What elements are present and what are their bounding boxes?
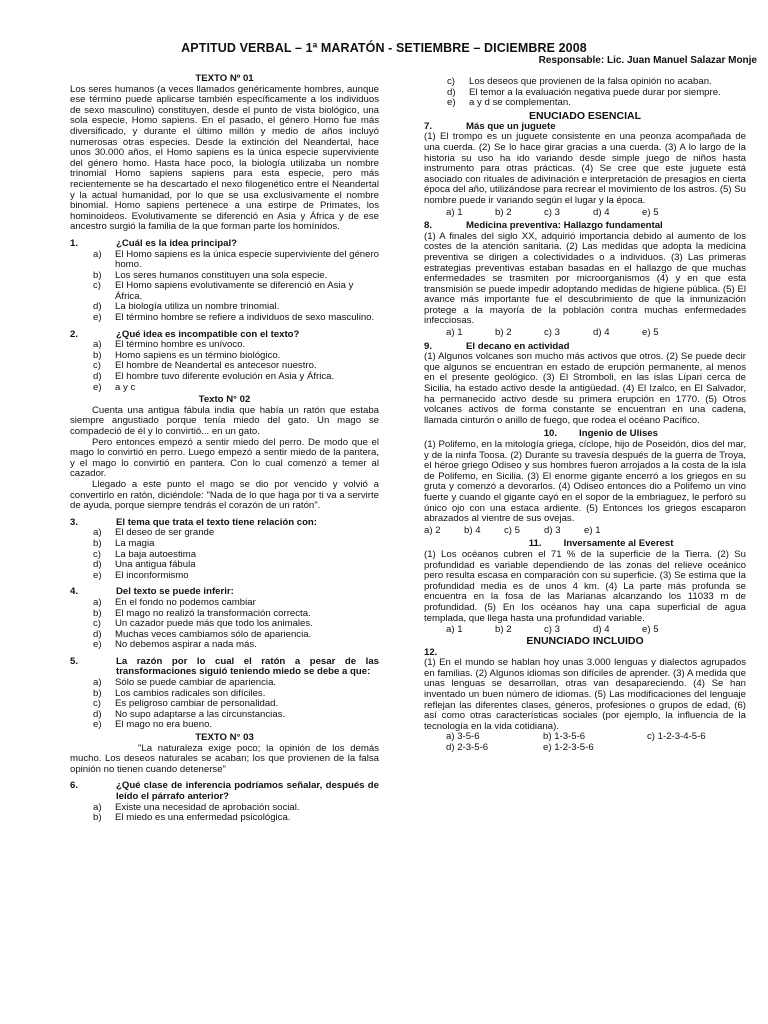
question-12-answers — [424, 732, 746, 753]
answer-option: e) 1-2-3-5-6 — [543, 742, 594, 754]
option-text: No supo adaptarse a las circunstancias. — [115, 708, 286, 720]
option-letter: b) — [93, 537, 102, 549]
q6-options-continued — [424, 77, 746, 109]
option-text: La biología utiliza un nombre trinomial. — [115, 301, 280, 313]
option — [70, 640, 379, 651]
option-letter: e) — [447, 97, 456, 109]
option-text: El hombre tuvo diferente evolución en Asia y África. — [115, 371, 335, 383]
question-11-body: (1) Los océanos cubren el 71 % de la superficie de la Tierra. (2) Su profundidad es variable dependiendo de las zonas del relieve oceánico pero resulta escasa en comparación con su superficie. (3) Se estima que la profundidad media es de unos 4 km. (4) La parte más profunda se encuentra en la fosa de las Marianas alcanzando los 11033 m de profundidad. (5) En los océanos hay una capa superficial de agua templada, que llega hasta una profundidad variable. — [424, 548, 746, 624]
question-10-answers — [424, 526, 746, 537]
option-letter: b) — [93, 349, 102, 361]
option-text: a y c — [115, 381, 136, 393]
question-number: 9. — [424, 340, 433, 352]
option-letter: c) — [447, 76, 455, 87]
option — [70, 281, 379, 302]
option-text: Muchas veces cambiamos sólo de apariencia. — [115, 628, 312, 640]
answer-option: c) 5 — [504, 524, 520, 536]
question-7-body: (1) El trompo es un juguete consistente en una peonza acompañada de una cuerda. (2) Se lo hace girar gracias a una cuerda. (3) A lo largo de la historia su uso ha ido variando desde simple juego de niños hasta instrumento para otras prácticas. (4) Se cree que este juguete está asociado con rituales de adivinación e interpretación de presagios en cierta época del año, utilizándose para recrear el movimiento de los astros. (5) Su nombre puede ir variando según el lugar y la época. — [424, 131, 746, 206]
option-letter: c) — [93, 698, 101, 710]
option-text: No debemos aspirar a nada más. — [115, 639, 257, 651]
q6-options — [70, 803, 379, 824]
option-letter: b) — [93, 269, 102, 281]
question-title: Ingenio de Ulises — [579, 428, 658, 440]
option-text: El temor a la evaluación negativa puede durar por siempre. — [469, 86, 721, 98]
option-letter: b) — [93, 607, 102, 619]
question-9-body: (1) Algunos volcanes son mucho más activos que otros. (2) Se puede decir que algunos se encuentran en estado de erupción permanente, al menos en el presente geológico. (3) El Stromboli, en las islas Lípari cerca de Sicilia, ha estado activo desde la antigüedad. (4) El Izalco, en El Salvador, ha permanecido activo desde su primera erupción en 1770. (5) Otros volcanes activos de forma constante se encuentran en una cadena, llamada cinturón o anillo de fuego, que rodea el océano Pacífico. — [424, 351, 746, 426]
option — [70, 720, 379, 731]
option-letter: d) — [447, 86, 456, 98]
option-letter: a) — [93, 248, 102, 260]
answer-option: b) 2 — [495, 206, 512, 218]
question-number: 5. — [70, 655, 79, 667]
question-title: Más que un juguete — [466, 120, 556, 132]
answer-option: a) 2 — [424, 524, 441, 536]
option-letter: c) — [93, 548, 101, 560]
answer-option: d) 4 — [593, 327, 610, 339]
answer-option: b) 4 — [464, 524, 481, 536]
answer-option: c) 3 — [544, 327, 560, 339]
question-1 — [70, 239, 379, 250]
option — [70, 571, 379, 582]
left-column — [70, 74, 379, 824]
option-letter: a) — [93, 596, 102, 608]
option-text: La magia — [115, 537, 155, 549]
q5-options — [70, 678, 379, 731]
answer-option: a) 1 — [446, 327, 463, 339]
option-text: Los seres humanos constituyen una sola especie. — [115, 269, 328, 281]
question-5 — [70, 657, 379, 678]
answer-option: d) 3 — [544, 524, 561, 536]
q2-options — [70, 340, 379, 393]
option-text: Es peligroso cambiar de personalidad. — [115, 698, 279, 710]
option-text: En el fondo no podemos cambiar — [115, 596, 256, 608]
question-title: Inversamente al Everest — [563, 538, 674, 550]
option-letter: b) — [93, 812, 102, 824]
option-letter: d) — [93, 559, 102, 571]
option-text: El Homo sapiens evolutivamente se diferenció en Asia y África. — [115, 280, 354, 302]
option — [70, 250, 379, 271]
texto3-body: "La naturaleza exige poco; la opinión de los demás mucho. Los deseos naturales se acaban; los que provienen de la falsa opinión no tienen cuando detenerse" — [70, 742, 379, 775]
page-title: APTITUD VERBAL – 1ª MARATÓN - SETIEMBRE – DICIEMBRE 2008 — [181, 41, 587, 55]
option-text: El miedo es una enfermedad psicológica. — [115, 812, 291, 824]
option-letter: d) — [93, 628, 102, 640]
option — [70, 313, 379, 324]
question-number: 1. — [70, 237, 79, 249]
option-text: El Homo sapiens es la única especie superviviente del género homo. — [115, 248, 379, 271]
q3-options — [70, 528, 379, 581]
texto2-paragraph-2: Pero entonces empezó a sentir miedo del perro. De modo que el mago lo convirtió en perro. Luego empezó a sentir miedo de la pantera, y el mago lo convirtió en pantera. Con lo cual comenzó a temer al cazador. — [70, 436, 379, 480]
option-letter: d) — [93, 708, 102, 720]
texto1-body: Los seres humanos (a veces llamados genéricamente hombres, aunque ese término puede aplicarse también específicamente a los individuos de sexo masculino) constituyen, desde el punto de vista biológico, una sola especie, Homo sapiens. En el pasado, el género Homo fue más diversificado, y durante el último millón y medio de años incluyó numerosas otras especies. Desde la extinción del Neandertal, hace unos 30.000 años, el Homo sapiens es la única especie superviviente del género homo. Hasta hace poco, la biología utilizaba un nombre trinomial Homo sapiens sapiens para esta especie, pero más recientemente se ha descartado el nexo filogenético entre el Neandertal y la actual humanidad, por lo que se usa exclusivamente el nombre binomial. Homo sapiens pertenece a una estirpe de Primates, los hominoideos. Evolutivamente se diferenció en Asia y África y de ese ancestro surgió la familia de la que forman parte los homínidos. — [70, 83, 379, 233]
q4-options — [70, 598, 379, 651]
option-text: a y d se complementan. — [469, 97, 571, 109]
option-letter: e) — [93, 569, 102, 581]
texto2-paragraph-1: Cuenta una antigua fábula india que había un ratón que estaba siempre angustiado porque tenía miedo del gato. Un mago se compadeció de él y lo convirtió... en un gato. — [70, 404, 379, 437]
answer-option: a) 1 — [446, 206, 463, 218]
question-number: 3. — [70, 516, 79, 528]
texto2-title: Texto N° 02 — [198, 394, 251, 406]
q1-options — [70, 250, 379, 324]
answer-option: e) 5 — [642, 206, 659, 218]
question-title: El decano en actividad — [466, 340, 570, 352]
question-12-body: (1) En el mundo se hablan hoy unas 3.000 lenguas y dialectos agrupados en familias. (2) Algunos idiomas son difíciles de aprender. (3) A medida que unas lenguas se desarrollan, otras van desapareciendo. (4) Se han inventado un buen número de idiomas. (5) Las modificaciones del lenguaje reflejan las diferentes clases, géneros, profesiones o grupos de edad, (6) así como otras características sociales (por ejemplo, la influencia de la tecnología en la vida cotidiana). — [424, 657, 746, 732]
option-text: Sólo se puede cambiar de apariencia. — [115, 677, 277, 689]
question-8-body: (1) A finales del siglo XX, adquirió importancia debido al aumento de los costes de la atención sanitaria. (2) Las medidas que adopta la medicina preventiva se dirigen a colectividades o a individuos. (3) Las primeras estrategias preventivas estaban basadas en el hallazgo de que muchas enfermedades se trasmiten por microorganismos (4) y en que esta transmisión se puede impedir adoptando medidas de higiene pública. (5) El avance más importante fue el descubrimiento de que la inmunización protege a la mayoría de la población contra muchas enfermedades infecciosas. — [424, 230, 746, 327]
question-text: Del texto se puede inferir: — [116, 586, 234, 598]
option-text: Los deseos que provienen de la falsa opinión no acaban. — [469, 76, 712, 87]
option-letter: c) — [93, 360, 101, 372]
option-text: El deseo de ser grande — [115, 527, 215, 539]
question-text: ¿Cuál es la idea principal? — [116, 237, 238, 249]
question-number: 7. — [424, 120, 433, 132]
option-letter: b) — [93, 687, 102, 699]
option-letter: a) — [93, 801, 102, 813]
answer-option: d) 4 — [593, 624, 610, 636]
option-text: El término hombre es unívoco. — [115, 339, 246, 351]
option-letter: e) — [93, 312, 102, 324]
section-heading-incluido: ENUNCIADO INCLUIDO — [526, 634, 644, 647]
option-text: El mago no realizó la transformación correcta. — [115, 607, 311, 619]
option-text: El inconformismo — [115, 569, 189, 581]
question-text: La razón por lo cual el ratón a pesar de las transformaciones siguió teniendo miedo se debe a que: — [116, 655, 379, 678]
answer-option: c) 1-2-3-4-5-6 — [647, 731, 706, 743]
section-heading-esencial: ENUCIADO ESENCIAL — [528, 109, 641, 122]
option-letter: c) — [93, 618, 101, 630]
option-letter: a) — [93, 339, 102, 351]
option-letter: c) — [93, 280, 101, 292]
option — [70, 383, 379, 394]
option-text: El hombre de Neandertal es antecesor nuestro. — [115, 360, 317, 372]
option-letter: a) — [93, 527, 102, 539]
option-text: Homo sapiens es un término biológico. — [115, 349, 281, 361]
answer-option: a) 3-5-6 — [446, 731, 480, 743]
texto2-paragraph-3: Llegado a este punto el mago se dio por vencido y volvió a convertirlo en ratón, diciéndole: "Nada de lo que haga por ti va a servirte de ayuda, porque siempre tendrás el corazón de un ratón". — [70, 478, 379, 512]
option-letter: d) — [93, 371, 102, 383]
answer-option: e) 5 — [642, 327, 659, 339]
option — [424, 77, 746, 88]
option — [424, 98, 746, 109]
answer-option: c) 3 — [544, 206, 560, 218]
question-6 — [70, 781, 379, 802]
option-letter: d) — [93, 301, 102, 313]
option-letter: a) — [93, 677, 102, 689]
question-text: ¿Qué idea es incompatible con el texto? — [116, 328, 300, 340]
option-letter: e) — [93, 639, 102, 651]
question-number: 12. — [424, 646, 438, 658]
question-title: Medicina preventiva: Hallazgo fundamental — [466, 220, 663, 232]
texto3-title: TEXTO N° 03 — [195, 732, 254, 744]
option-text: El término hombre se refiere a individuos de sexo masculino. — [115, 312, 375, 324]
answer-option: e) 5 — [642, 624, 659, 636]
question-text: ¿Qué clase de inferencia podríamos señalar, después de leído el párrafo anterior? — [116, 780, 379, 802]
texto1-title: TEXTO Nº 01 — [195, 73, 254, 84]
answer-option: e) 1 — [584, 524, 601, 536]
answer-option: b) 2 — [495, 624, 512, 636]
option-text: Los cambios radicales son difíciles. — [115, 687, 266, 699]
question-10-body: (1) Polifemo, en la mitología griega, cíclope, hijo de Poseidón, dios del mar, y de la ninfa Toosa. (2) Durante su travesía después de la guerra de Troya, el héroe griego Odiseo y sus hombres fueron arrojados a la costa de la isla de Polifemo, en Sicilia. (3) El enorme gigante encerró a los griegos en su gruta y comenzó a devorarlos. (4) Odiseo entonces dio a Polifemo un vino fuerte y cuando el gigante cayó en el sopor de la embriaguez, le perforó su único ojo con una estaca ardiente. (5) Entonces los griegos escaparon abrazados al vientre de sus ovejas. — [424, 439, 746, 525]
option-letter: e) — [93, 719, 102, 731]
question-number: 10. — [543, 428, 558, 440]
answer-option: d) 4 — [593, 206, 610, 218]
right-column — [424, 77, 746, 754]
option — [70, 598, 379, 609]
option — [70, 813, 379, 824]
question-number: 8. — [424, 220, 433, 232]
question-number: 4. — [70, 586, 79, 598]
option-text: Un cazador puede más que todo los animales. — [115, 618, 313, 630]
question-7-answers — [424, 208, 746, 219]
option-text: Existe una necesidad de aprobación social. — [115, 801, 300, 813]
answer-option: b) 1-3-5-6 — [543, 731, 586, 743]
answer-option: b) 2 — [495, 327, 512, 339]
question-number: 6. — [70, 780, 79, 792]
responsible-line: Responsable: Lic. Juan Manuel Salazar Monje — [538, 55, 757, 66]
question-8-answers — [424, 328, 746, 339]
option-text: El mago no era bueno. — [115, 719, 213, 731]
option — [70, 539, 379, 550]
question-number: 11. — [528, 538, 542, 550]
answer-option: d) 2-3-5-6 — [446, 742, 489, 754]
option-text: La baja autoestima — [115, 548, 197, 560]
answer-option: a) 1 — [446, 624, 463, 636]
answer-option: c) 3 — [544, 624, 560, 636]
question-text: El tema que trata el texto tiene relación con: — [116, 516, 317, 528]
option-text: Una antigua fábula — [115, 559, 196, 571]
option-letter: e) — [93, 381, 102, 393]
question-number: 2. — [70, 328, 79, 340]
